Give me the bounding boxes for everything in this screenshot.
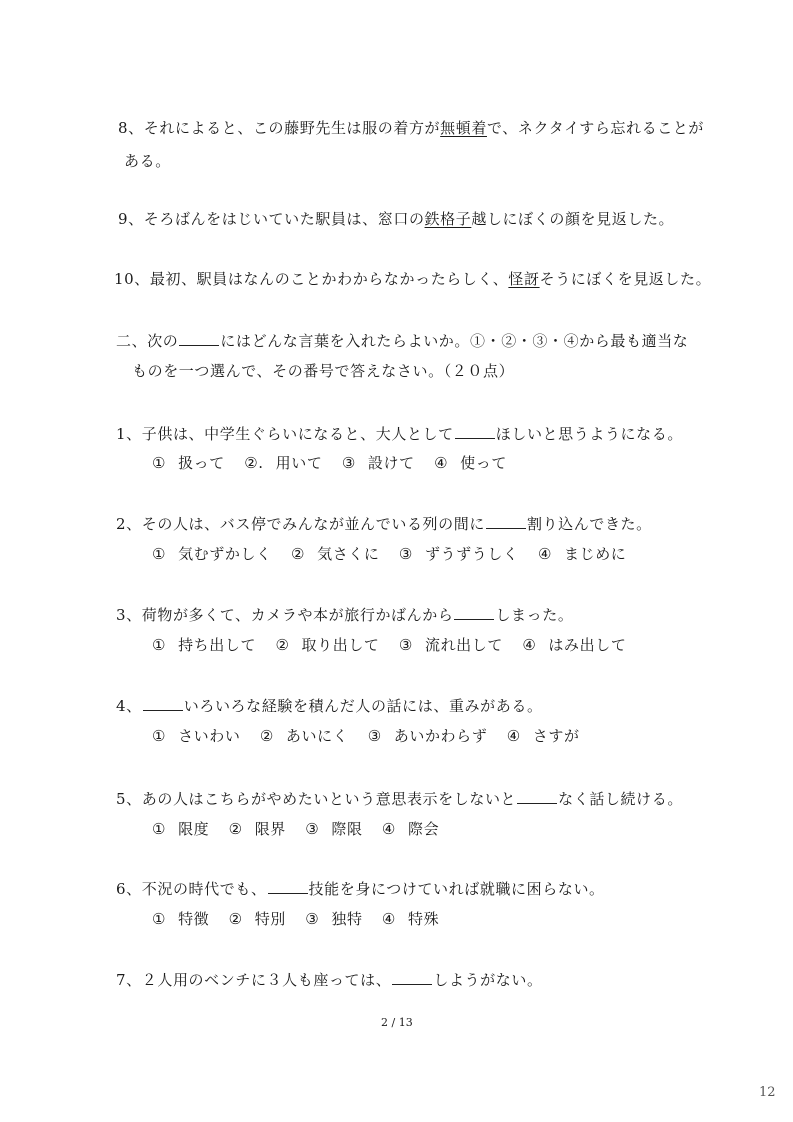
section-2-instructions: 二、次の にはどんな言葉を入れたらよいか。①・②・③・④から最も適当な [116,332,689,350]
question-5-options: ① 限度 ② 限界 ③ 際限 ④ 際会 [152,820,440,838]
section-2-instructions-continued: ものを一つ選んで、その番号で答えなさい。（２０点） [132,362,515,380]
question-1-options: ① 扱って ②. 用いて ③ 設けて ④ 使って [152,454,507,472]
underlined-word: 無頓着 [440,119,487,137]
underlined-word: 怪訝 [508,270,540,288]
corner-number: 12 [759,1085,776,1100]
answer-blank [486,515,526,529]
question-2-options: ① 気むずかしく ② 気さくに ③ ずうずうしく ④ まじめに [152,545,627,563]
question-2: 2、その人は、バス停でみんなが並んでいる列の間に 割り込んできた。 [116,515,652,533]
question-6-options: ① 特徴 ② 特別 ③ 独特 ④ 特殊 [152,910,440,928]
answer-blank [455,425,495,439]
answer-blank [392,971,432,985]
question-8-continued: ある。 [124,152,171,170]
answer-blank [454,606,494,620]
question-8: 8、それによると、この藤野先生は服の着方が無頓着で、ネクタイすら忘れることが [118,119,705,137]
answer-blank [143,697,183,711]
question-4-options: ① さいわい ② あいにく ③ あいかわらず ④ さすが [152,727,580,745]
question-3-options: ① 持ち出して ② 取り出して ③ 流れ出して ④ はみ出して [152,636,627,654]
question-10: 10、最初、駅員はなんのことかわからなかったらしく、怪訝そうにぼくを見返した。 [114,270,712,288]
answer-blank [268,880,308,894]
question-5: 5、あの人はこちらがやめたいという意思表示をしないと なく話し続ける。 [116,790,683,808]
question-6: 6、不況の時代でも、 技能を身につけていれば就職に困らない。 [116,880,605,898]
question-9: 9、そろばんをはじいていた駅員は、窓口の鉄格子越しにぼくの顔を見返した。 [118,210,675,228]
underlined-word: 鉄格子 [424,210,472,228]
page-number: 2 / 13 [381,1016,413,1029]
answer-blank [179,332,219,346]
question-4: 4、 いろいろな経験を積んだ人の話には、重みがある。 [116,697,543,715]
question-7: 7、２人用のベンチに３人も座っては、 しようがない。 [116,971,543,989]
question-1: 1、子供は、中学生ぐらいになると、大人として ほしいと思うようになる。 [116,425,683,443]
question-3: 3、荷物が多くて、カメラや本が旅行かばんから しまった。 [116,606,574,624]
answer-blank [517,790,557,804]
